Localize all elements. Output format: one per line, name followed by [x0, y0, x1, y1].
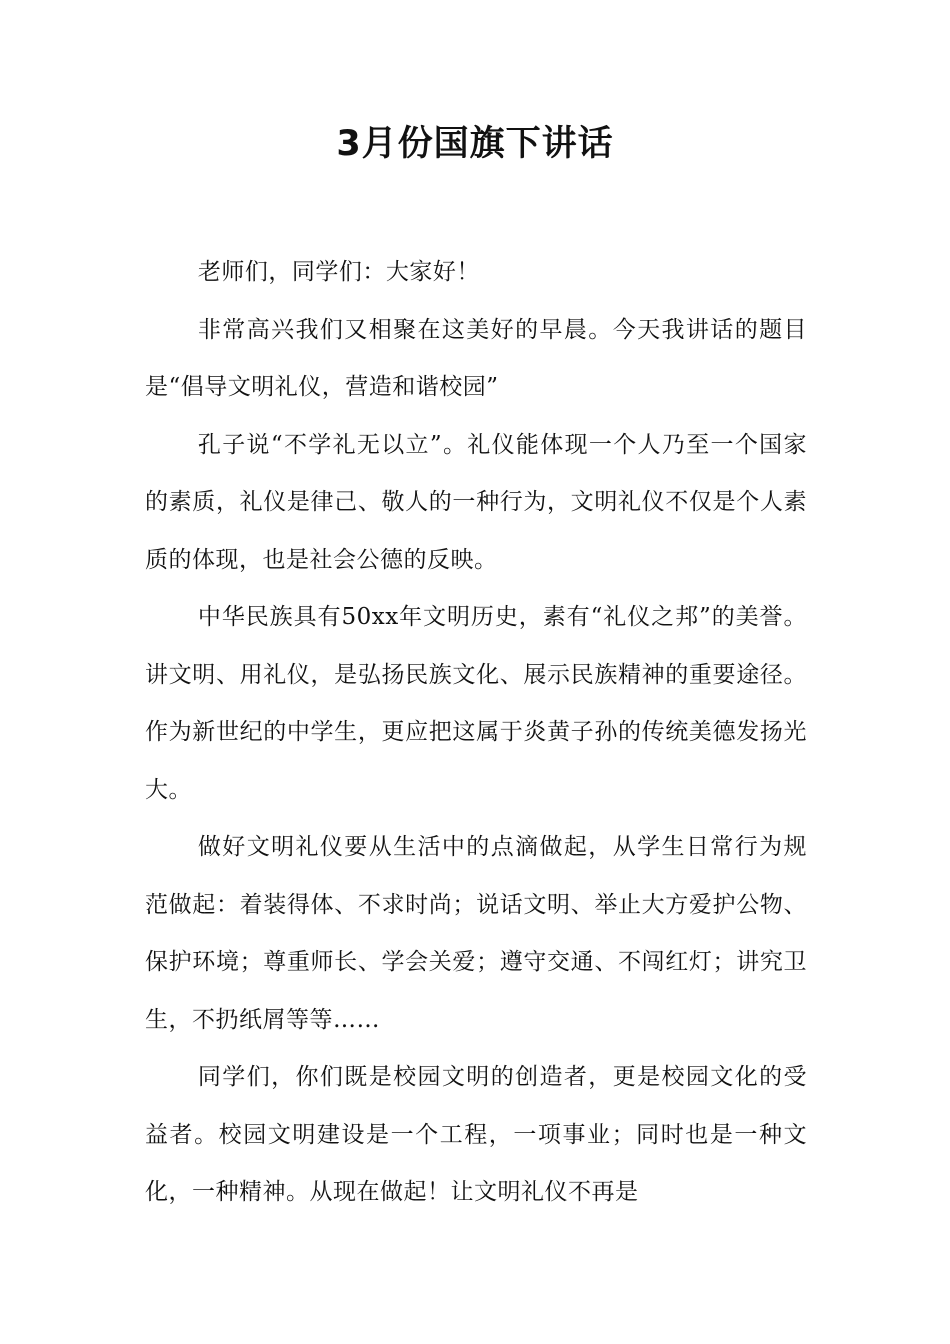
paragraph-greeting: 老师们，同学们：大家好！: [197, 259, 480, 285]
paragraph-daily-conduct: 做好文明礼仪要从生活中的点滴做起，从学生日常行为规范做起：着装得体、不求时尚；说话文明、举止大方爱护公物、保护环境；尊重师长、学会关爱；遵守交通、不闯红灯；讲究卫生，不扔纸屑等等……: [145, 834, 807, 1033]
document-body: [145, 244, 807, 1222]
document-title: 3月份国旗下讲话: [336, 124, 614, 164]
paragraph-campus-culture: 同学们，你们既是校园文明的创造者，更是校园文化的受益者。校园文明建设是一个工程，一项事业；同时也是一种文化，一种精神。从现在做起！让文明礼仪不再是: [145, 1064, 807, 1205]
paragraph-history: 中华民族具有50xx年文明历史，素有“礼仪之邦”的美誉。讲文明、用礼仪，是弘扬民族文化、展示民族精神的重要途径。作为新世纪的中学生，更应把这属于炎黄子孙的传统美德发扬光大。: [145, 604, 807, 803]
paragraph-confucius: 孔子说“不学礼无以立”。礼仪能体现一个人乃至一个国家的素质，礼仪是律己、敬人的一种行为，文明礼仪不仅是个人素质的体现，也是社会公德的反映。: [145, 431, 807, 573]
paragraph-topic: 非常高兴我们又相聚在这美好的早晨。今天我讲话的题目是“倡导文明礼仪，营造和谐校园”: [145, 316, 807, 400]
